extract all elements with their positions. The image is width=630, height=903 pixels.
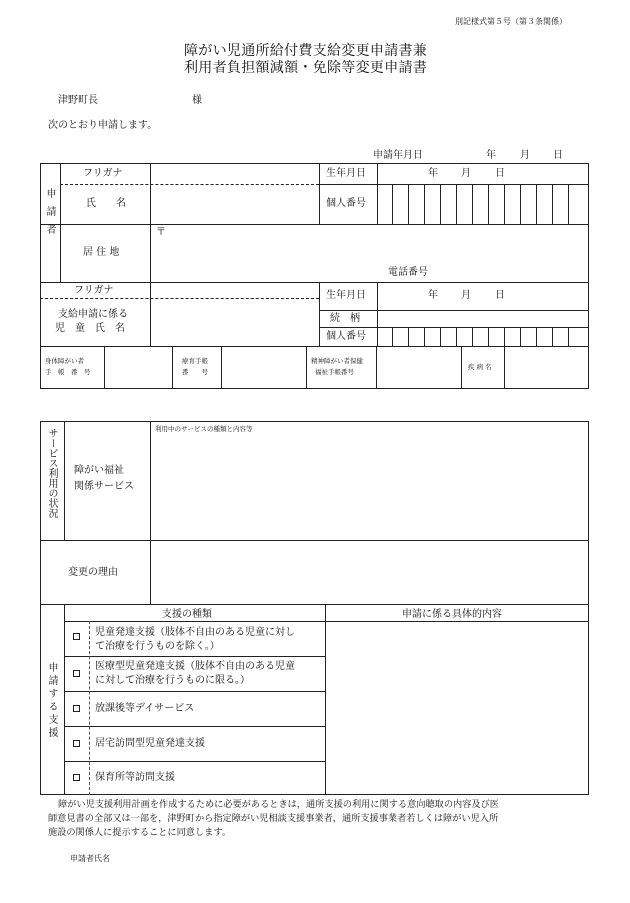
support-item-4: 居宅訪問型児童発達支援: [95, 738, 205, 749]
application-date-month: 月: [520, 150, 530, 161]
disease-label: 疾 病 名: [468, 363, 492, 371]
service-content-note: 利用中のサービスの種類と内容等: [155, 425, 253, 433]
applicant-birth-day: 日: [495, 168, 505, 179]
mental-handbook-label-1: 精神障がい者保健: [311, 357, 363, 365]
support-kind-header: 支援の種類: [162, 609, 212, 620]
support-item-5: 保育所等訪問支援: [95, 772, 175, 783]
application-date-label: 申請年月日: [373, 150, 423, 161]
postal-mark: 〒: [156, 227, 166, 238]
support-checkbox-5[interactable]: [73, 774, 80, 781]
service-status-table: [40, 421, 589, 605]
applicant-personal-number-label: 個人番号: [326, 198, 366, 209]
welfare-service-label-1: 障がい福祉: [74, 465, 124, 476]
addressee: 津野町長: [58, 95, 98, 106]
applicant-birth-month: 月: [461, 168, 471, 179]
signature-label: 申請者氏名: [70, 854, 110, 863]
applicant-section-label: 申請者: [44, 188, 55, 242]
child-birth-label: 生年月日: [326, 290, 366, 301]
phone-label: 電話番号: [388, 267, 428, 278]
rehab-handbook-label-1: 療育手帳: [182, 357, 208, 365]
child-birth-month: 月: [461, 290, 471, 301]
applicant-name-label: 氏 名: [86, 198, 126, 209]
consent-line-1: 障がい児支援利用計画を作成するために必要があるときは，通所支援の利用に関する意向聴取の内容及び医: [58, 799, 499, 810]
intro-text: 次のとおり申請します。: [48, 120, 158, 131]
support-item-1-line-2: て治療を行うものを除く。）: [95, 641, 220, 652]
physical-handbook-label-2: 手 帳 番 号: [45, 368, 91, 376]
support-item-1-line-1: 児童発達支援（肢体不自由のある児童に対し: [95, 627, 295, 638]
change-reason-label: 変更の理由: [68, 567, 118, 578]
applicant-birth-label: 生年月日: [326, 168, 366, 179]
support-checkbox-4[interactable]: [73, 740, 80, 747]
child-name-label-2: 児 童 氏 名: [55, 323, 125, 334]
rehab-handbook-label-2: 番 号: [182, 368, 208, 376]
service-status-side-label: サービス利用の状況: [46, 428, 57, 518]
child-birth-year: 年: [428, 290, 438, 301]
application-date-year: 年: [486, 150, 496, 161]
child-personal-number-label: 個人番号: [326, 331, 366, 342]
child-furigana-label: フリガナ: [74, 285, 114, 296]
mental-handbook-label-2: 福祉手帳番号: [315, 368, 354, 376]
support-side-label: 申請する支援: [46, 662, 57, 740]
welfare-service-label-2: 関係サービス: [74, 481, 134, 492]
support-checkbox-2[interactable]: [73, 670, 80, 677]
consent-line-2: 師意見書の全部又は一部を，津野町から指定障がい児相談支援事業者，通所支援事業者若しくは障がい児入所: [48, 813, 499, 824]
applicant-birth-year: 年: [428, 168, 438, 179]
title-line-1: 障がい児通所給付費支給変更申請書兼: [184, 43, 428, 59]
support-checkbox-3[interactable]: [73, 705, 80, 712]
applicant-furigana-label: フリガナ: [83, 168, 123, 179]
support-item-3: 放課後等デイサービス: [95, 703, 195, 714]
application-date-day: 日: [553, 150, 563, 161]
support-item-2-line-2: に対して治療を行うものに限る。）: [95, 675, 250, 686]
applicant-address-label: 居 住 地: [83, 247, 120, 258]
form-number: 別記様式第５号（第３条関係）: [455, 17, 567, 26]
child-relation-label: 続 柄: [330, 313, 360, 324]
physical-handbook-label-1: 身体障がい者: [45, 357, 84, 365]
child-birth-day: 日: [495, 290, 505, 301]
support-detail-header: 申請に係る具体的内容: [402, 609, 502, 620]
support-checkbox-1[interactable]: [73, 633, 80, 640]
support-item-2-line-1: 医療型児童発達支援（肢体不自由のある児童: [95, 661, 295, 672]
honorific: 様: [192, 95, 202, 106]
title-line-2: 利用者負担額減額・免除等変更申請書: [184, 60, 428, 76]
consent-line-3: 施設の関係人に提示することに同意します。: [48, 827, 232, 838]
child-name-label-1: 支給申請に係る: [58, 309, 128, 320]
